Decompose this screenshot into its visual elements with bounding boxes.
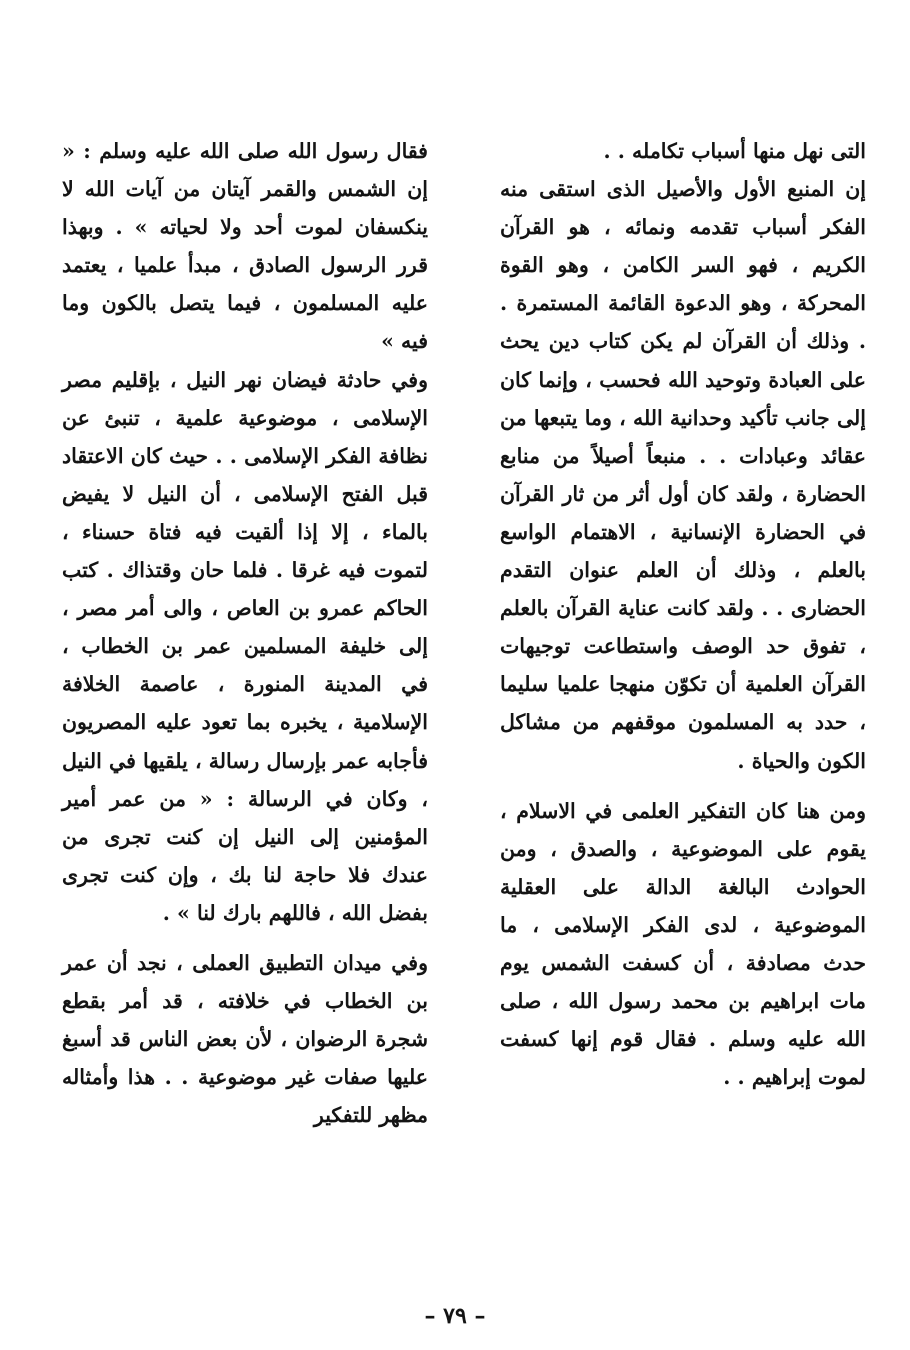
paragraph: إن المنبع الأول والأصيل الذى استقى منه الفكر أسباب تقدمه ونمائه ، هو القرآن الكريم ، فهو السر الكامن ، وهو القوة المحركة ، وهو الدعوة القائمة المستمرة . . وذلك أن القرآن لم يكن كتاب دين يحث على العبادة وتوحيد الله فحسب ، وإنما كان إلى جانب تأكيد وحدانية الله ، وما يتبعها من عقائد وعبادات . . منبعاً أصيلاً من منابع الحضارة ، ولقد كان أول أثر من ثار القرآن في الحضارة الإنسانية ، الاهتمام الواسع بالعلم ، وذلك أن العلم عنوان التقدم الحضارى . . ولقد كانت عناية القرآن بالعلم ، تفوق حد الوصف واستطاعت توجيهات القرآن العلمية أن تكوّن منهجا علميا سليما ، حدد به المسلمون موقفهم من مشاكل الكون والحياة . xyxy=(500,177,866,773)
right-text-column xyxy=(500,132,866,1096)
left-text-column xyxy=(62,132,428,1134)
paragraph: التى نهل منها أسباب تكامله . . xyxy=(603,139,866,163)
paragraph: وفي حادثة فيضان نهر النيل ، بإقليم مصر الإسلامى ، موضوعية علمية ، تنبئ عن نظافة الفكر الإسلامى . . حيث كان الاعتقاد قبل الفتح الإسلامى ، أن النيل لا يفيض بالماء ، إلا إذا ألقيت فيه فتاة حسناء ، لتموت فيه غرقا . فلما حان وقتذاك . كتب الحاكم عمرو بن العاص ، والى أمر مصر ، إلى خليفة المسلمين عمر بن الخطاب ، في المدينة المنورة ، عاصمة الخلافة الإسلامية ، يخبره بما تعود عليه المصريون فأجابه عمر بإرسال رسالة ، يلقيها في النيل ، وكان في الرسالة : « من عمر أمير المؤمنين إلى النيل إن كنت تجرى من عندك فلا حاجة لنا بك ، وإن كنت تجرى بفضل الله ، فاللهم بارك لنا » . xyxy=(62,367,428,925)
paragraph: فقال رسول الله صلى الله عليه وسلم : « إن الشمس والقمر آيتان من آيات الله لا ينكسفان لموت أحد ولا لحياته » . وبهذا قرر الرسول الصادق ، مبدأ علميا ، يعتمد عليه المسلمون ، فيما يتصل بالكون وما فيه » xyxy=(62,139,428,354)
paragraph: وفي ميدان التطبيق العملى ، نجد أن عمر بن الخطاب في خلافته ، قد أمر بقطع شجرة الرضوان ، لأن بعض الناس قد أسبغ عليها صفات غير موضوعية . . هذا وأمثاله مظهر للتفكير xyxy=(62,950,428,1128)
paragraph: ومن هنا كان التفكير العلمى في الاسلام ، يقوم على الموضوعية ، والصدق ، ومن الحوادث البالغة الدالة على العقلية الموضوعية ، لدى الفكر الإسلامى ، ما حدث مصادفة ، أن كسفت الشمس يوم مات ابراهيم بن محمد رسول الله ، صلى الله عليه وسلم . فقال قوم إنها كسفت لموت إبراهيم . . xyxy=(500,798,866,1090)
page-number: – ٧٩ – xyxy=(424,1303,486,1329)
